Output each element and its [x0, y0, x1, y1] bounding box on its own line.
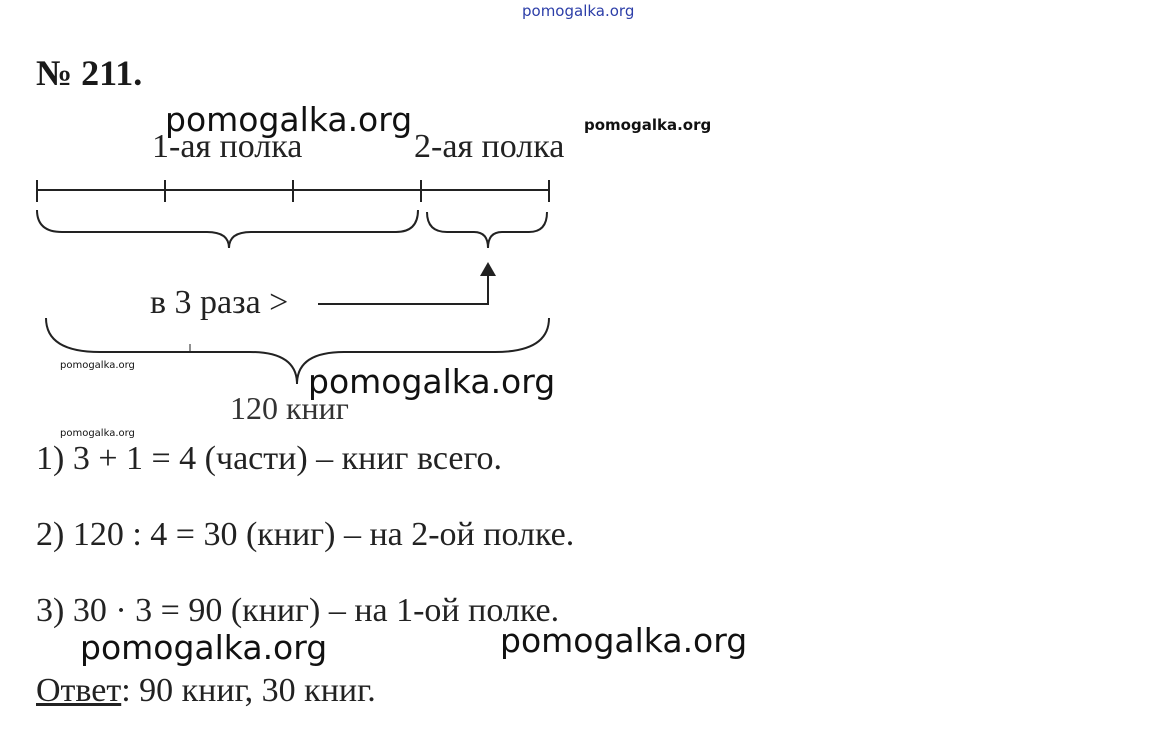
solution-step-2: 2) 120 : 4 = 30 (книг) – на 2-ой полке.: [36, 516, 575, 553]
task-number: № 211.: [36, 53, 143, 93]
solution-step-3: 3) 30 · 3 = 90 (книг) – на 1-ой полке.: [36, 592, 560, 629]
answer-label: Ответ: [36, 672, 122, 709]
ratio-arrow-line: [318, 272, 488, 304]
watermark-5: pomogalka.org: [60, 428, 135, 439]
site-watermark-top: pomogalka.org: [522, 2, 635, 20]
answer-line: [36, 672, 376, 710]
watermark-6: pomogalka.org: [80, 628, 328, 667]
watermark-4: pomogalka.org: [308, 362, 556, 401]
shelf1-brace: [37, 210, 418, 248]
shelf2-label: 2-ая полка: [414, 128, 565, 165]
watermark-3: pomogalka.org: [60, 360, 135, 371]
solution-step-1: 1) 3 + 1 = 4 (части) – книг всего.: [36, 440, 503, 477]
watermark-1: pomogalka.org: [165, 100, 413, 139]
shelf1-label: 1-ая полка: [152, 128, 303, 165]
ratio-label: в 3 раза >: [150, 284, 289, 321]
arrow-head: [480, 262, 496, 276]
total-label: 120 книг: [230, 390, 349, 426]
watermark-7: pomogalka.org: [500, 621, 748, 660]
shelf2-brace: [427, 212, 547, 248]
watermark-2: pomogalka.org: [584, 116, 712, 134]
answer-value: : 90 книг, 30 книг.: [121, 672, 376, 709]
